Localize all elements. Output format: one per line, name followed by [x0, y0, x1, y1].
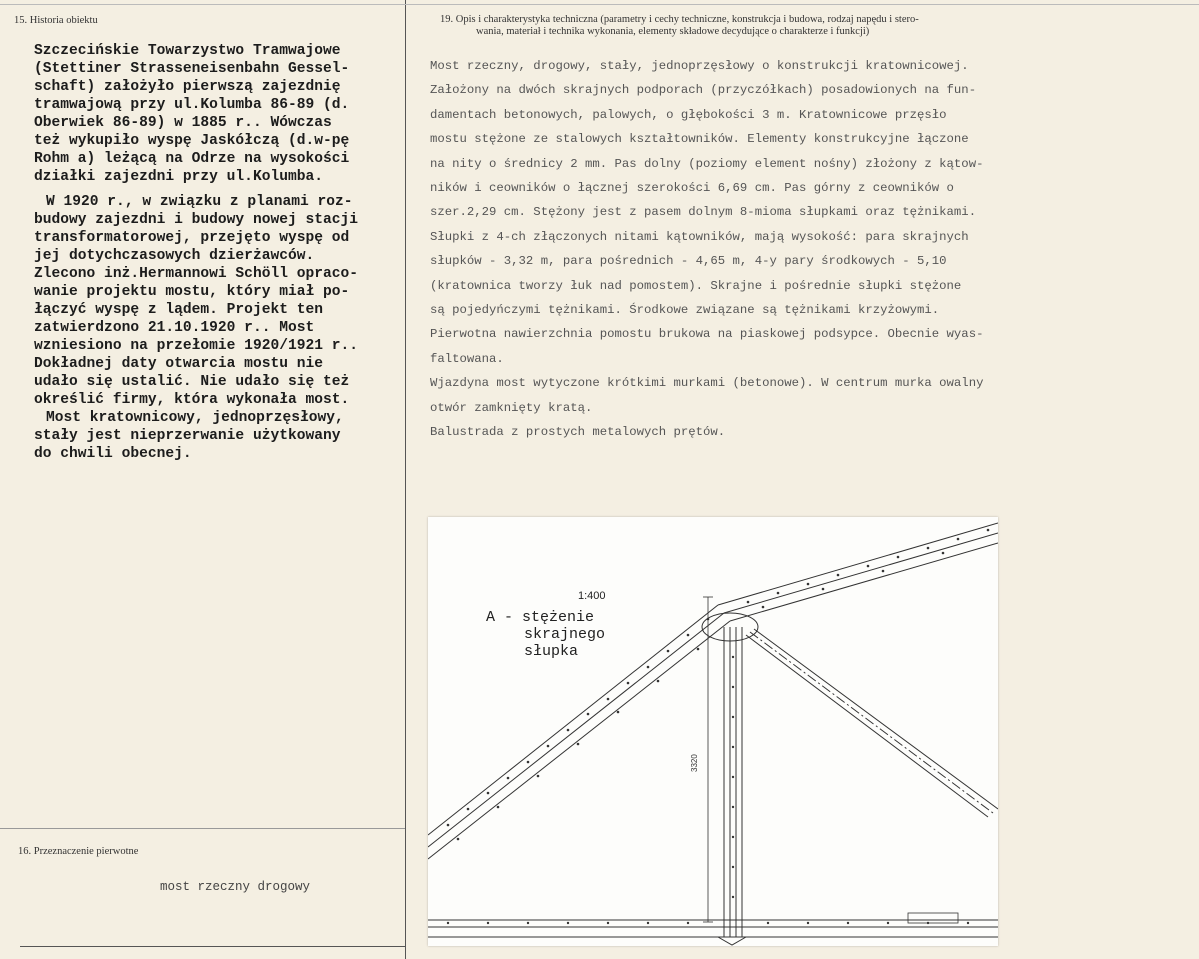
drawing-label [486, 609, 605, 660]
text-line: (kratownica tworzy łuk nad pomostem). Skrajne i pośrednie słupki stężone [430, 278, 962, 293]
text-line: ników i ceowników o łącznej szerokości 6,69 cm. Pas górny z ceowników o [430, 181, 954, 196]
text-line: W 1920 r., w związku z planami roz- [46, 194, 353, 210]
text-line: działki zajezdni przy ul.Kolumba. [34, 169, 324, 185]
drawing-label-line-3: słupka [524, 643, 579, 660]
rivets-post [732, 656, 734, 898]
top-edge-rule [0, 4, 1199, 5]
section-15-header: 15. Historia obiektu [14, 15, 98, 26]
bottom-chord [428, 920, 998, 937]
text-line: wzniesiono na przełomie 1920/1921 r.. [34, 338, 359, 354]
drawing-label-line-2: skrajnego [524, 626, 606, 643]
text-line: Słupki z 4-ch złączonych nitami kątowników, mają wysokość: para skrajnych [430, 229, 969, 244]
text-line: schaft) założyło pierwszą zajezdnię [34, 79, 341, 95]
text-line: otwór zamknięty kratą. [430, 400, 593, 415]
diagonal-brace [746, 629, 998, 817]
text-line: szer.2,29 cm. Stężony jest z pasem dolnym 8-mioma słupkami oraz tężnikami. [430, 205, 977, 220]
history-paragraph-2 [34, 193, 396, 463]
post-foot [718, 937, 746, 945]
dimension-label: 3320 [690, 754, 699, 772]
text-line: tramwajową przy ul.Kolumba 86-89 (d. [34, 97, 350, 113]
text-line: określić firmy, która wykonała most. [34, 392, 350, 408]
end-post [724, 627, 742, 937]
history-text [34, 42, 396, 470]
text-line: wanie projektu mostu, który miał po- [34, 284, 350, 300]
dimension-line [703, 597, 713, 922]
truss-drawing [428, 517, 998, 946]
text-line: damentach betonowych, palowych, o głębokości 3 m. Kratownicowe przęsło [430, 107, 947, 122]
text-line: mostu stężone ze stalowych kształtowników. Elementy konstrukcyjne łączone [430, 132, 969, 147]
drawing-label-line-1: A - stężenie [486, 609, 595, 626]
text-line: Dokładnej daty otwarcia mostu nie [34, 356, 324, 372]
text-line: faltowana. [430, 351, 504, 366]
text-line: Zlecono inż.Hermannowi Schöll opraco- [34, 266, 359, 282]
bottom-plate [908, 913, 958, 923]
text-line: Wjazdyna most wytyczone krótkimi murkami (betonowe). W centrum murka owalny [430, 376, 984, 391]
top-chord-right [718, 523, 998, 621]
text-line: słupków - 3,32 m, para pośrednich - 4,65 m, 4-y pary środkowych - 5,10 [430, 254, 947, 269]
text-line: Oberwiek 86-89) w 1885 r.. Wówczas [34, 115, 332, 131]
text-line: udało się ustalić. Nie udało się też [34, 374, 350, 390]
section-divider [0, 828, 405, 829]
text-line: Most kratownicowy, jednoprzęsłowy, [46, 410, 344, 426]
text-line: Założony na dwóch skrajnych podporach (przyczółkach) posadowionych na fun- [430, 83, 977, 98]
history-paragraph-1 [34, 42, 396, 186]
text-line: łączyć wyspę z lądem. Projekt ten [34, 302, 324, 318]
text-line: Most rzeczny, drogowy, stały, jednoprzęsłowy o konstrukcji kratownicowej. [430, 59, 969, 73]
text-line: są pojedyńczymi tężnikami. Środkowe związane są tężnikami krzyżowymi. [430, 303, 940, 318]
text-line: Rohm a) leżącą na Odrze na wysokości [34, 151, 350, 167]
original-purpose-value: most rzeczny drogowy [160, 880, 311, 894]
text-line: zatwierdzono 21.10.1920 r.. Most [34, 320, 315, 336]
text-line: do chwili obecnej. [34, 446, 192, 462]
text-line: Szczecińskie Towarzystwo Tramwajowe [34, 43, 341, 59]
text-line: stały jest nieprzerwanie użytkowany [34, 428, 341, 444]
truss-drawing-svg [428, 517, 998, 946]
section-19-header: 19. Opis i charakterystyka techniczna (parametry i cechy techniczne, konstrukcja i budowa, rodzaj napędu i stero- [440, 14, 919, 25]
text-line: też wykupiło wyspę Jaskółczą (d.w-pę [34, 133, 350, 149]
text-line: Pierwotna nawierzchnia pomostu brukowa na piaskowej podsypce. Obecnie wyas- [430, 327, 984, 342]
text-line: (Stettiner Strasseneisenbahn Gessel- [34, 61, 350, 77]
text-line: na nity o średnicy 2 mm. Pas dolny (poziomy element nośny) złożony z kątow- [430, 156, 984, 171]
technical-description [430, 54, 1170, 445]
column-divider [405, 0, 406, 959]
text-line: jej dotychczasowych dzierżawców. [34, 248, 315, 264]
bottom-rule [20, 946, 405, 947]
rivets-top-right [747, 529, 990, 609]
section-19-header-cont: wania, materiał i technika wykonania, elementy składowe decydujące o charakterze i funkcji) [476, 26, 870, 37]
section-16-header: 16. Przeznaczenie pierwotne [18, 846, 139, 857]
text-line: transformatorowej, przejęto wyspę od [34, 230, 350, 246]
drawing-scale: 1:400 [578, 590, 606, 602]
text-line: Balustrada z prostych metalowych prętów. [430, 425, 726, 440]
text-line: budowy zajezdni i budowy nowej stacji [34, 212, 359, 228]
